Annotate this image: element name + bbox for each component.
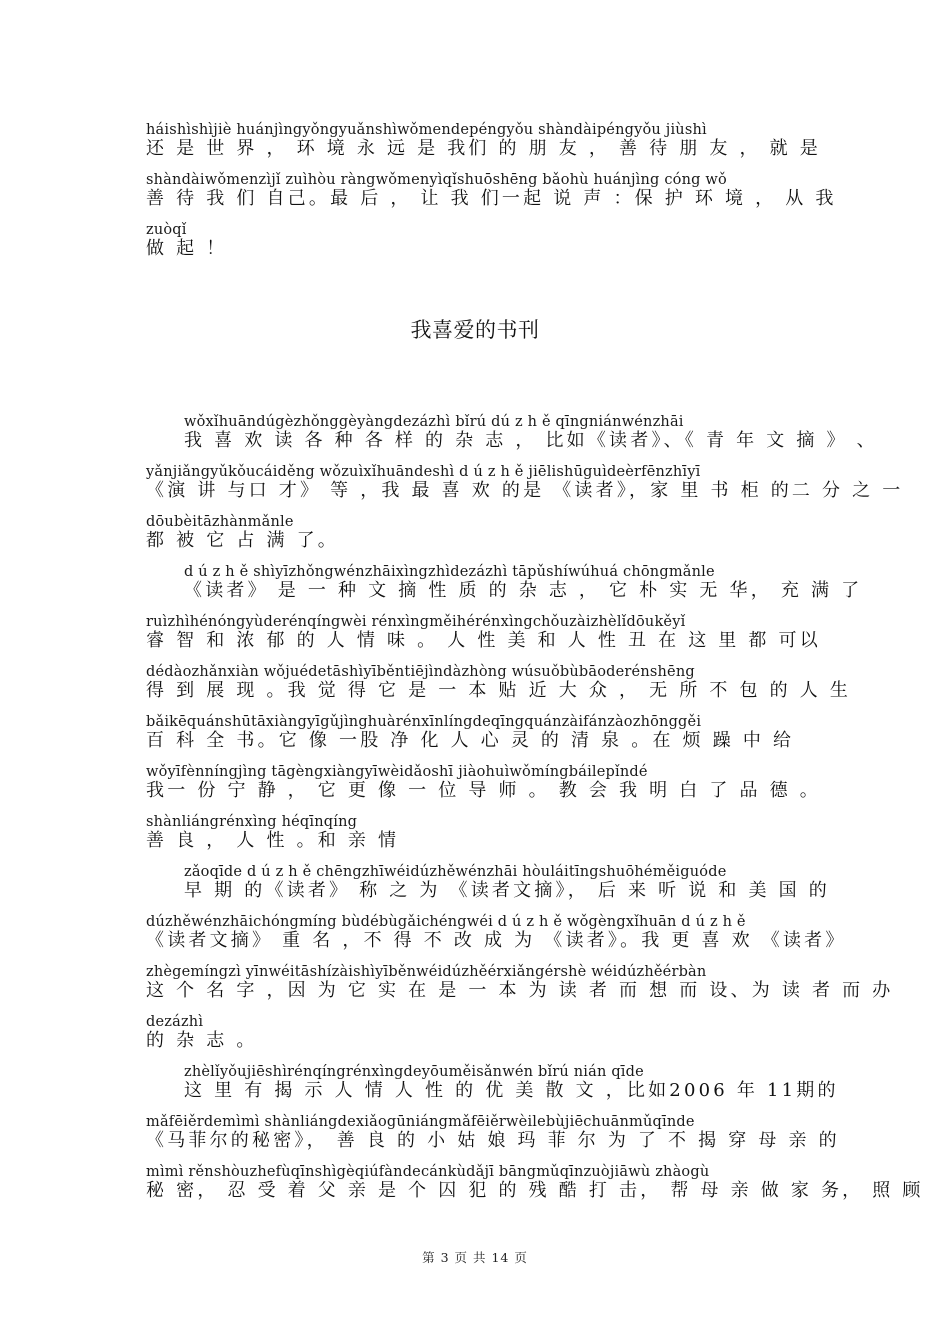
pinyin-row: zhègemíngzì yīnwéitāshízàishìyīběnwéidúzhěérxiǎngérshè wéidúzhěérbàn [146,964,707,980]
pinyin-row: mìmì rěnshòuzhefùqīnshìgèqiúfàndecánkùdǎjī bāngmǔqīnzuòjiāwù zhàogù [146,1164,710,1180]
pinyin-row: dezázhì [146,1014,204,1030]
body-line-12 [146,964,894,1002]
hanzi-row: 都 被 它 占 满 了。 [146,530,340,551]
pinyin-row: dédàozhǎnxiàn wǒjuédetāshìyīběntiējìndàzhòng wúsuǒbùbāoderénshēng [146,664,695,680]
body-line-2 [146,464,904,502]
intro-line-1 [146,122,826,160]
intro-line-2 [146,172,837,210]
hanzi-row: 《马菲尔的秘密》， 善 良 的 小 姑 娘 玛 菲 尔 为 了 不 揭 穿 母 亲 的 [146,1130,840,1151]
pinyin-row: d ú z h ě shìyīzhǒngwénzhāixìngzhìdezázhì tāpǔshíwúhuá chōngmǎnle [184,564,715,580]
pinyin-row: ruìzhìhénóngyùderénqíngwèi rénxìngměihérénxìngchǒuzàizhèlǐdōukěyǐ [146,614,686,630]
hanzi-row: 这 个 名 字 ，因 为 它 实 在 是 一 本 为 读 者 而 想 而 设、为 读 者 而 办 [146,980,894,1001]
hanzi-row: 早 期 的《读者》 称 之 为 《读者文摘》， 后 来 听 说 和 美 国 的 [184,880,830,901]
pinyin-row: mǎfēiěrdemìmì shànliángdexiǎogūniángmǎfēiěrwèilebùjiēchuānmǔqīnde [146,1114,695,1130]
pinyin-row: dúzhěwénzhāichóngmíng bùdébùgǎichéngwéi d ú z h ě wǒgèngxǐhuān d ú z h ě [146,914,746,930]
pinyin-row: dōubèitāzhànmǎnle [146,514,294,530]
body-line-11 [146,914,847,952]
pinyin-row: shànliángrénxìng héqīnqíng [146,814,358,830]
hanzi-row: 《演 讲 与口 才》 等 ，我 最 喜 欢 的是 《读者》，家 里 书 柜 的二 分 之 一 [146,480,904,501]
hanzi-row: 得 到 展 现 。我 觉 得 它 是 一 本 贴 近 大 众 ， 无 所 不 包 的 人 生 [146,680,852,701]
hanzi-row: 这 里 有 揭 示 人 情 人 性 的 优 美 散 文 ，比如2006 年 11期的 [184,1080,839,1101]
intro-line-3 [146,222,826,260]
hanzi-row: 的 杂 志 。 [146,1030,258,1051]
body-line-14 [146,1064,864,1102]
body-line-3 [146,514,826,552]
body-line-1 [146,414,878,452]
hanzi-row: 《读者》 是 一 种 文 摘 性 质 的 杂 志 ， 它 朴 实 无 华， 充 满 了 [184,580,863,601]
page-number-footer: 第 3 页 共 14 页 [422,1250,528,1265]
hanzi-row: 还 是 世 界 ， 环 境 永 远 是 我们 的 朋 友 ， 善 待 朋 友 ， 就 是 [146,138,821,159]
pinyin-row: wǒxǐhuāndúgèzhǒnggèyàngdezázhì bǐrú dú z h ě qīngniánwénzhāi [184,414,684,430]
hanzi-row: 《读者文摘》 重 名 ，不 得 不 改 成 为 《读者》。我 更 喜 欢 《读者》 [146,930,847,951]
body-line-13 [146,1014,826,1052]
hanzi-row: 我 喜 欢 读 各 种 各 样 的 杂 志 ， 比如《读者》、《 青 年 文 摘 》 、 [184,430,878,451]
body-line-8 [146,764,826,802]
body-line-4 [146,564,864,602]
pinyin-row: bǎikēquánshūtāxiàngyīgǔjìnghuàrénxīnlíngdeqīngquánzàifánzàozhōnggěi [146,714,702,730]
body-line-7 [146,714,826,752]
body-line-16 [146,1164,924,1202]
pinyin-row: háishìshìjiè huánjìngyǒngyuǎnshìwǒmendepéngyǒu shàndàipéngyǒu jiùshì [146,122,707,138]
body-line-5 [146,614,826,652]
hanzi-row: 善 良 ， 人 性 。和 亲 情 [146,830,400,851]
hanzi-row: 百 科 全 书。它 像 一股 净 化 人 心 灵 的 清 泉 。在 烦 躁 中 给 [146,730,795,751]
pinyin-row: zuòqǐ [146,222,187,238]
hanzi-row: 秘 密， 忍 受 着 父 亲 是 个 囚 犯 的 残 酷 打 击， 帮 母 亲 做 家 务， 照 顾 [146,1180,924,1201]
pinyin-row: zǎoqīde d ú z h ě chēngzhīwéidúzhěwénzhāi hòuláitīngshuōhéměiguóde [184,864,727,880]
hanzi-row: 做 起 ！ [146,238,228,259]
body-line-6 [146,664,852,702]
pinyin-row: yǎnjiǎngyǔkǒucáiděng wǒzuìxǐhuāndeshì d ú z h ě jiēlishūguìdeèrfēnzhīyī [146,464,701,480]
hanzi-row: 我一 份 宁 静 ， 它 更 像 一 位 导 师 。 教 会 我 明 白 了 品 德 。 [146,780,821,801]
body-line-10 [146,864,864,902]
pinyin-row: shàndàiwǒmenzìjǐ zuìhòu ràngwǒmenyìqǐshuōshēng bǎohù huánjìng cóng wǒ [146,172,727,188]
pinyin-row: wǒyīfènníngjìng tāgèngxiàngyīwèidǎoshī jiàohuìwǒmíngbáilepǐndé [146,764,648,780]
hanzi-row: 善 待 我 们 自己。最 后 ， 让 我 们一起 说 声 ：保 护 环 境 ， 从 我 [146,188,837,209]
section-title: 我喜爱的书刊 [410,318,540,342]
body-line-9 [146,814,826,852]
body-line-15 [146,1114,840,1152]
pinyin-row: zhèlǐyǒujiēshìrénqíngrénxìngdeyōuměisǎnwén bǐrú nián qīde [184,1064,644,1080]
hanzi-row: 睿 智 和 浓 郁 的 人 情 味 。 人 性 美 和 人 性 丑 在 这 里 都 可以 [146,630,821,651]
